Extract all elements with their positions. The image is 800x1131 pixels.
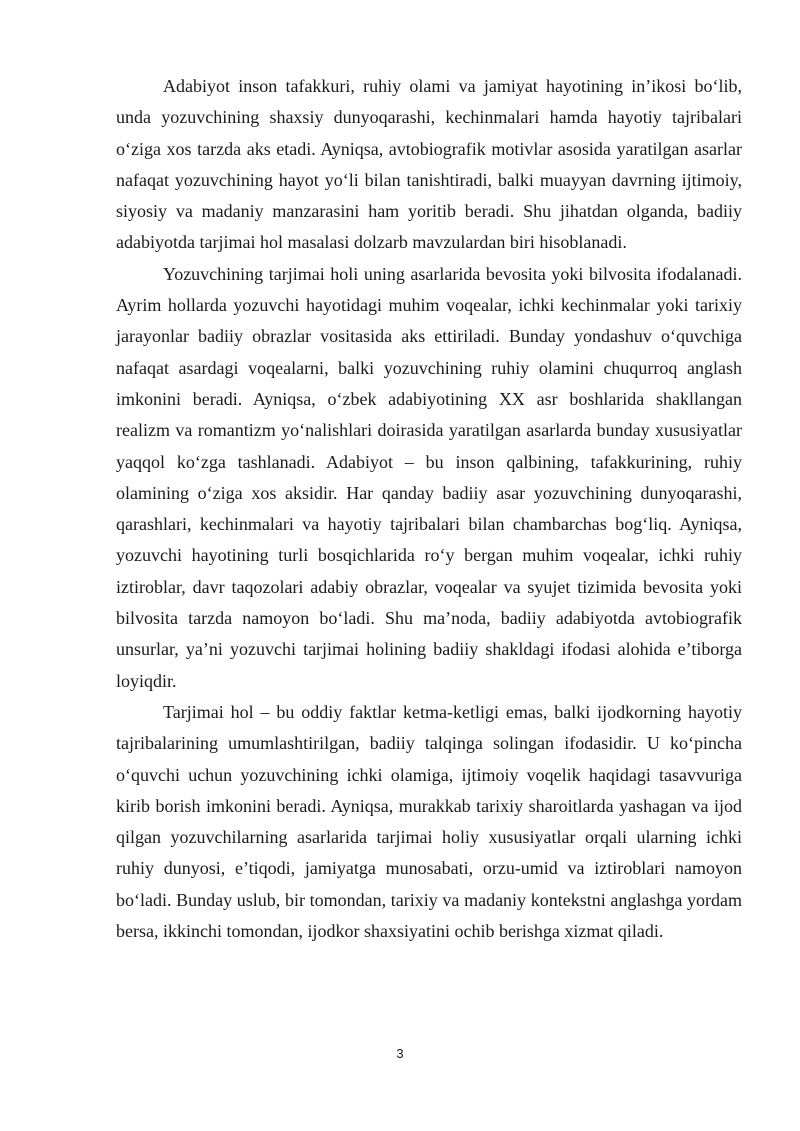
page-number: 3: [396, 1046, 404, 1061]
paragraph-intro: Adabiyot inson tafakkuri, ruhiy olami va jamiyat hayotining in’ikosi bo‘lib, unda yozuvchining shaxsiy dunyoqarashi, kechinmalari hamda hayotiy tajribalari o‘ziga xos tarzda aks etadi. Ayniqsa, avtobiografik motivlar asosida yaratilgan asarlar nafaqat yozuvchining hayot yo‘li bilan tanishtiradi, balki muayyan davrning ijtimoiy, siyosiy va madaniy manzarasini ham yoritib beradi. Shu jihatdan olganda, badiiy adabiyotda tarjimai hol masalasi dolzarb mavzulardan biri hisoblanadi.: [116, 76, 742, 253]
paragraph-biography: Yozuvchining tarjimai holi uning asarlarida bevosita yoki bilvosita ifodalanadi. Ayrim hollarda yozuvchi hayotidagi muhim voqealar, ichki kechinmalar yoki tarixiy jarayonlar badiiy obrazlar vositasida aks ettiriladi. Bunday yondashuv o‘quvchiga nafaqat asardagi voqealarni, balki yozuvchining ruhiy olamini chuqurroq anglash imkonini beradi. Ayniqsa, o‘zbek adabiyotining XX asr boshlarida shakllangan realizm va romantizm yo‘nalishlari doirasida yaratilgan asarlarda bunday xususiyatlar yaqqol ko‘zga tashlanadi. Adabiyot – bu inson qalbining, tafakkurining, ruhiy olamining o‘ziga xos aksidir. Har qanday badiiy asar yozuvchining dunyoqarashi, qarashlari, kechinmalari va hayotiy tajribalari bilan chambarchas bog‘liq. Ayniqsa, yozuvchi hayotining turli bosqichlarida ro‘y bergan muhim voqealar, ichki ruhiy iztiroblar, davr taqozolari adabiy obrazlar, voqealar va syujet tizimida bevosita yoki bilvosita tarzda namoyon bo‘ladi. Shu ma’noda, badiiy adabiyotda avtobiografik unsurlar, ya’ni yozuvchi tarjimai holining badiiy shakldagi ifodasi alohida e’tiborga loyiqdir.: [116, 263, 742, 691]
paragraph-tarjimai-hol: Tarjimai hol – bu oddiy faktlar ketma-ketligi emas, balki ijodkorning hayotiy tajribalarining umumlashtirilgan, badiiy talqinga solingan ifodasidir. U ko‘pincha o‘quvchi uchun yozuvchining ichki olamiga, ijtimoiy voqelik haqidagi tasavvuriga kirib borish imkonini beradi. Ayniqsa, murakkab tarixiy sharoitlarda yashagan va ijod qilgan yozuvchilarning asarlarida tarjimai holiy xususiyatlar orqali ularning ichki ruhiy dunyosi, e’tiqodi, jamiyatga munosabati, orzu-umid va iztiroblari namoyon bo‘ladi. Bunday uslub, bir tomondan, tarixiy va madaniy kontekstni anglashga yordam bersa, ikkinchi tomondan, ijodkor shaxsiyatini ochib berishga xizmat qiladi.: [116, 701, 742, 942]
document-body: [116, 71, 742, 947]
